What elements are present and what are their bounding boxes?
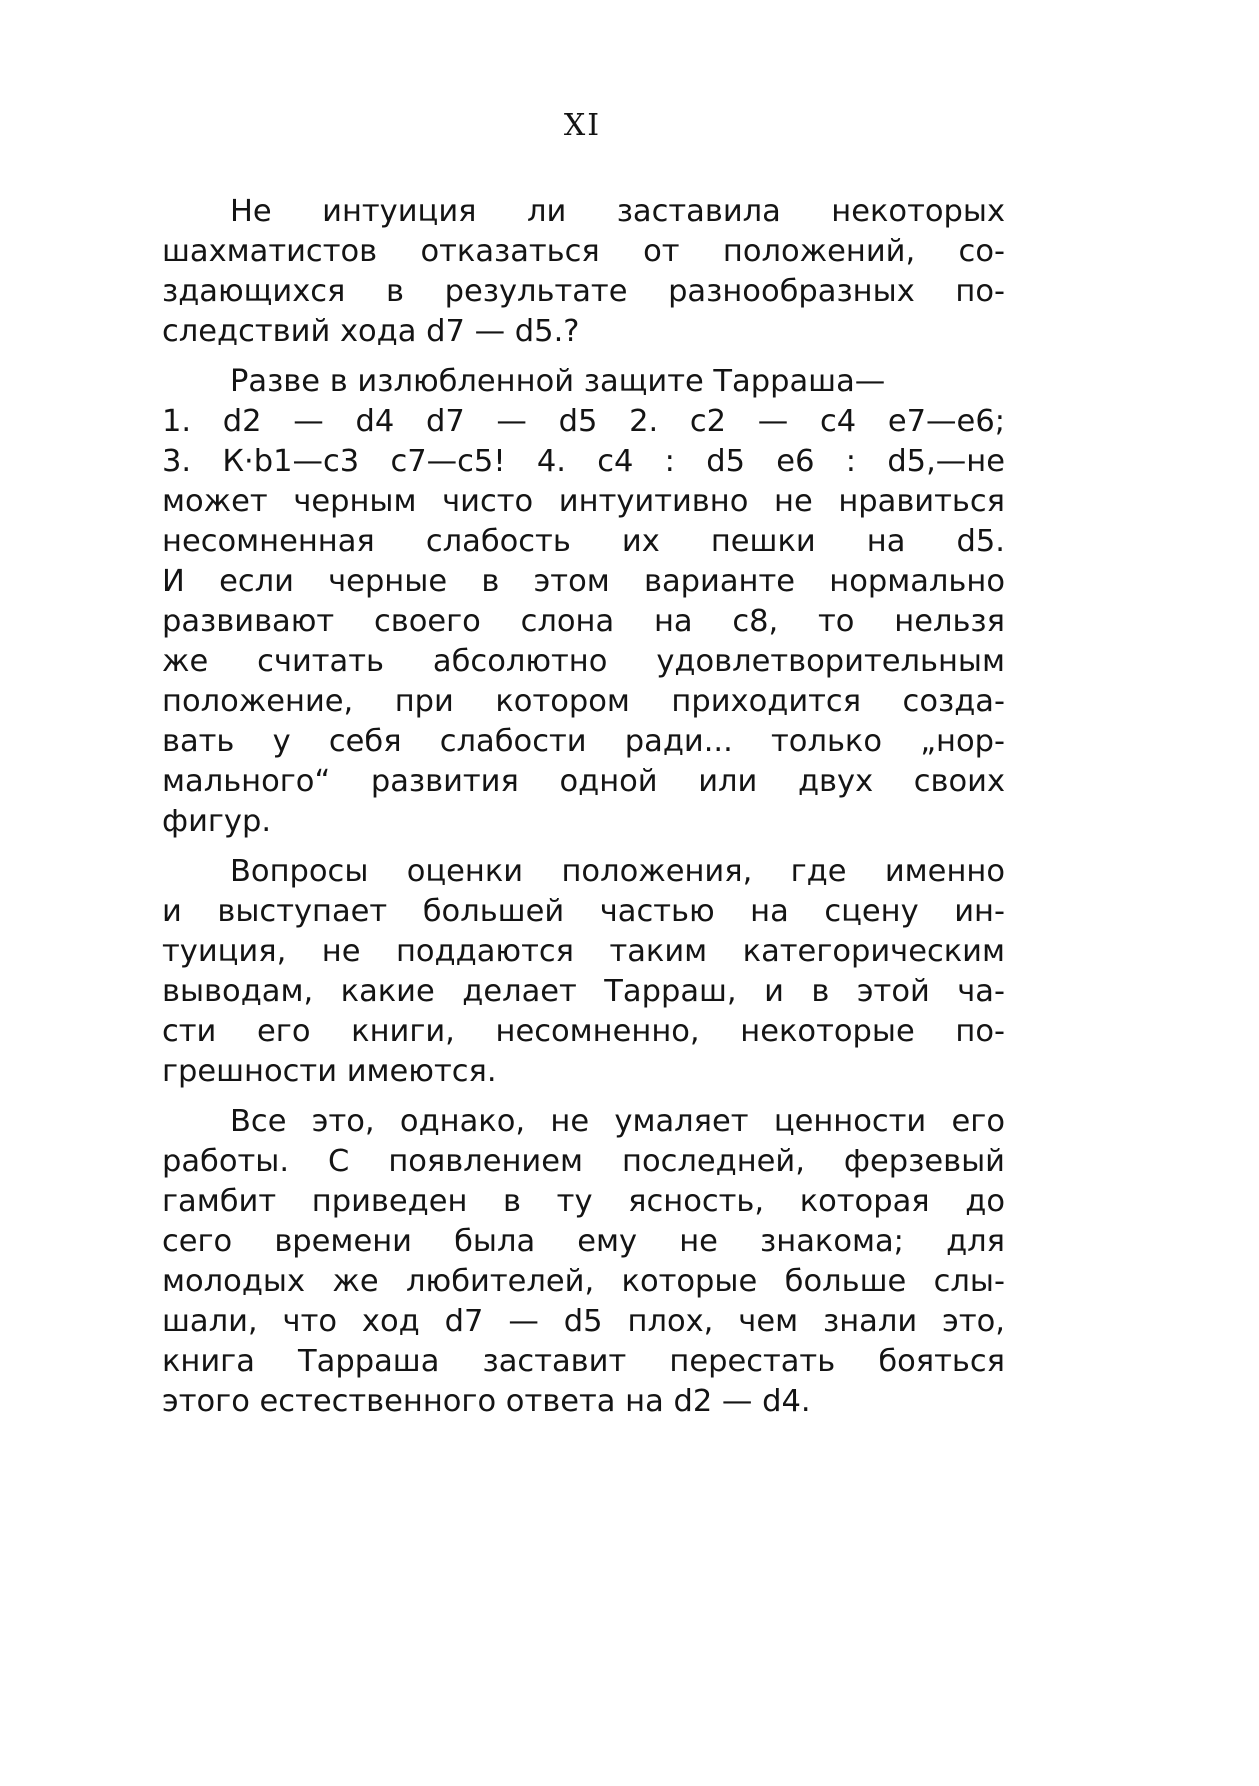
page-number: XI (563, 108, 602, 143)
text-line: 1. d2 — d4 d7 — d5 2. c2 — c4 e7—e6; (162, 404, 1005, 439)
text-line: фигур. (162, 804, 272, 839)
text-line: и выступает большей частью на сцену ин- (162, 894, 1005, 929)
text-line: гамбит приведен в ту ясность, которая до (162, 1184, 1005, 1219)
text-line: туиция, не поддаются таким категорическим (162, 934, 1005, 969)
text-line: И если черные в этом варианте нормально (162, 564, 1005, 599)
paragraph-1 (162, 192, 1005, 352)
text-line: же считать абсолютно удовлетворительным (162, 644, 1005, 679)
paragraph-2 (162, 362, 1005, 842)
text-line: шали, что ход d7 — d5 плох, чем знали это, (162, 1304, 1005, 1339)
text-line: вать у себя слабости ради... только „нор- (162, 724, 1005, 759)
paragraph-3 (162, 852, 1005, 1092)
text-line: следствий хода d7 — d5.? (162, 314, 580, 349)
text-line: выводам, какие делает Тарраш, и в этой ча- (162, 974, 1005, 1009)
text-line: 3. К·b1—c3 c7—c5! 4. c4 : d5 e6 : d5,—не (162, 444, 1005, 479)
text-line: несомненная слабость их пешки на d5. (162, 524, 1005, 559)
body-text (162, 192, 1005, 1422)
text-line: мального“ развития одной или двух своих (162, 764, 1005, 799)
text-line: положение, при котором приходится созда- (162, 684, 1005, 719)
text-line: Не интуиция ли заставила некоторых (230, 194, 1005, 229)
text-line: молодых же любителей, которые больше слы- (162, 1264, 1005, 1299)
text-line: шахматистов отказаться от положений, со- (162, 234, 1005, 269)
text-line: книга Тарраша заставит перестать бояться (162, 1344, 1005, 1379)
text-line: Разве в излюбленной защите Тарраша— (230, 364, 886, 399)
paragraph-4 (162, 1102, 1005, 1422)
text-line: сти его книги, несомненно, некоторые по- (162, 1014, 1005, 1049)
text-line: Все это, однако, не умаляет ценности его (230, 1104, 1005, 1139)
text-line: может черным чисто интуитивно не нравиться (162, 484, 1005, 519)
text-line: сего времени была ему не знакома; для (162, 1224, 1005, 1259)
text-line: здающихся в результате разнообразных по- (162, 274, 1005, 309)
text-line: работы. С появлением последней, ферзевый (162, 1144, 1005, 1179)
text-line: этого естественного ответа на d2 — d4. (162, 1384, 811, 1419)
text-line: развивают своего слона на c8, то нельзя (162, 604, 1005, 639)
text-line: грешности имеются. (162, 1054, 497, 1089)
text-line: Вопросы оценки положения, где именно (230, 854, 1005, 889)
